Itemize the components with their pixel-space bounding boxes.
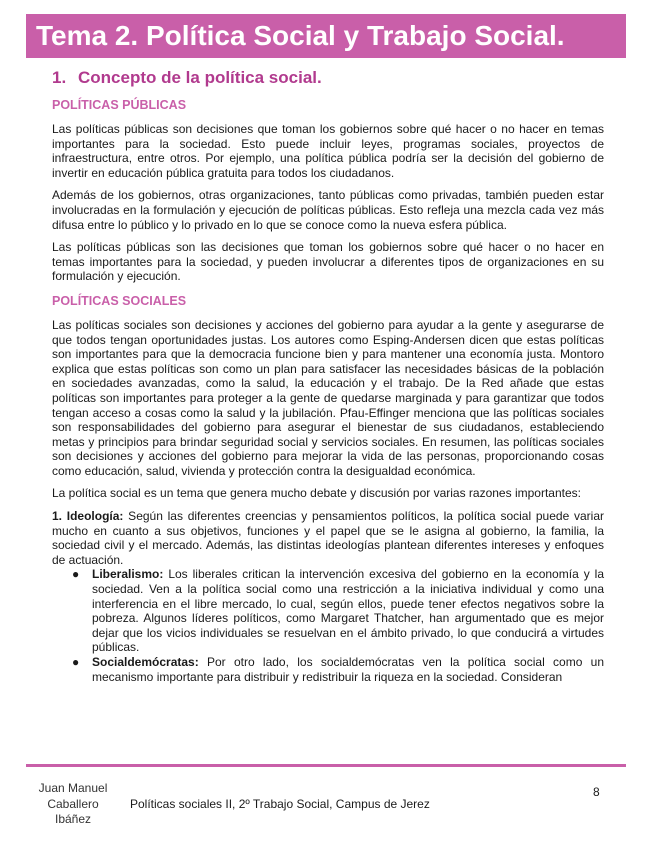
section-heading <box>52 68 604 88</box>
page-number: 8 <box>593 785 600 799</box>
paragraph: Las políticas públicas son decisiones que toman los gobiernos sobre qué hacer o no hacer en temas importantes para la sociedad. Esto puede incluir leyes, programas sociales, proyectos de infraestructura, entre otros. Por ejemplo, una política pública podría ser la decisión del gobierno de invertir en educación pública gratuita para todos los ciudadanos. <box>52 122 604 180</box>
paragraph: La política social es un tema que genera mucho debate y discusión por varias razones importantes: <box>52 486 581 501</box>
paragraph: Las políticas públicas son las decisiones que toman los gobiernos sobre qué hacer o no hacer en temas importantes para la sociedad, y pueden involucrar a diferentes tipos de organizaciones en su formulación y ejecución. <box>52 240 604 284</box>
footer-author: Juan Manuel Caballero Ibáñez <box>38 781 108 826</box>
footer-divider <box>26 764 626 767</box>
page-header-banner <box>26 14 626 58</box>
ideology-list <box>52 567 604 684</box>
subheading-politicas-sociales: POLÍTICAS SOCIALES <box>52 293 187 308</box>
section-title: Concepto de la política social. <box>78 68 322 87</box>
paragraph-ideologia <box>52 509 604 567</box>
section-number: 1. <box>52 68 67 87</box>
ideologia-label: 1. Ideología: <box>52 509 124 524</box>
paragraph: Las políticas sociales son decisiones y acciones del gobierno para ayudar a la gente y asegurarse de que todos tengan oportunidades justas. Los autores como Esping-Andersen dicen que estas políticas son importantes para que la democracia funcione bien y para mantener una economía justa. Montoro explica que estas políticas son como un plan para satisfacer las necesidades básicas de la población en sociedades avanzadas, como la salud, la educación y el trabajo. De la Red añade que estas políticas son importantes para proteger a la gente de quedarse marginada y para garantizar que todos tengan acceso a cosas como la salud y la jubilación. Pfau-Effinger menciona que las políticas sociales son responsabilidades del gobierno para asegurar el bienestar de sus ciudadanos, estableciendo metas y principios para brindar seguridad social y servicios sociales. En resumen, las políticas sociales son decisiones y acciones del gobierno para mejorar la vida de las personas, proporcionando cosas como educación, salud, vivienda y protección contra la desigualdad económica. <box>52 317 604 478</box>
document-body <box>52 68 604 684</box>
list-item <box>72 655 604 684</box>
ideologia-text: Según las diferentes creencias y pensamientos políticos, la política social puede variar mucho en cuanto a sus objetivos, funciones y el papel que se le asigna al gobierno, la familia, la sociedad civil y el mercado. Además, las distintas ideologías plantean diferentes intereses y enfoques de actuación. <box>52 509 605 567</box>
list-item <box>72 567 604 655</box>
paragraph: Además de los gobiernos, otras organizaciones, tanto públicas como privadas, también pueden estar involucradas en la formulación y ejecución de políticas públicas. Esto refleja una mezcla cada vez más difusa entre lo público y lo privado en lo que se conoce como la nueva esfera pública. <box>52 188 604 232</box>
footer-course: Políticas sociales II, 2º Trabajo Social, Campus de Jerez <box>130 797 430 811</box>
list-item-text: Los liberales critican la intervención excesiva del gobierno en la economía y la sociedad. Ven a la política social como una restricción a la iniciativa individual y como una interferencia en el libre mercado, lo cual, según ellos, puede tener efectos negativos sobre la pobreza. Algunos líderes políticos, como Margaret Thatcher, han argumentado que es mejor dejar que los vicios individuales se resuelvan en el ámbito privado, lo que conducirá a virtudes públicas. <box>92 567 604 655</box>
subheading-politicas-publicas: POLÍTICAS PÚBLICAS <box>52 98 187 112</box>
list-item-label: Socialdemócratas: <box>92 655 199 669</box>
chapter-title: Tema 2. Política Social y Trabajo Social. <box>36 20 565 51</box>
bullet-icon: ● <box>72 655 80 669</box>
list-item-label: Liberalismo: <box>92 567 164 582</box>
list-item-text: Por otro lado, los socialdemócratas ven la política social como un mecanismo importante para distribuir y redistribuir la riqueza en la sociedad. Consideran <box>92 655 604 684</box>
bullet-icon: ● <box>72 567 80 582</box>
